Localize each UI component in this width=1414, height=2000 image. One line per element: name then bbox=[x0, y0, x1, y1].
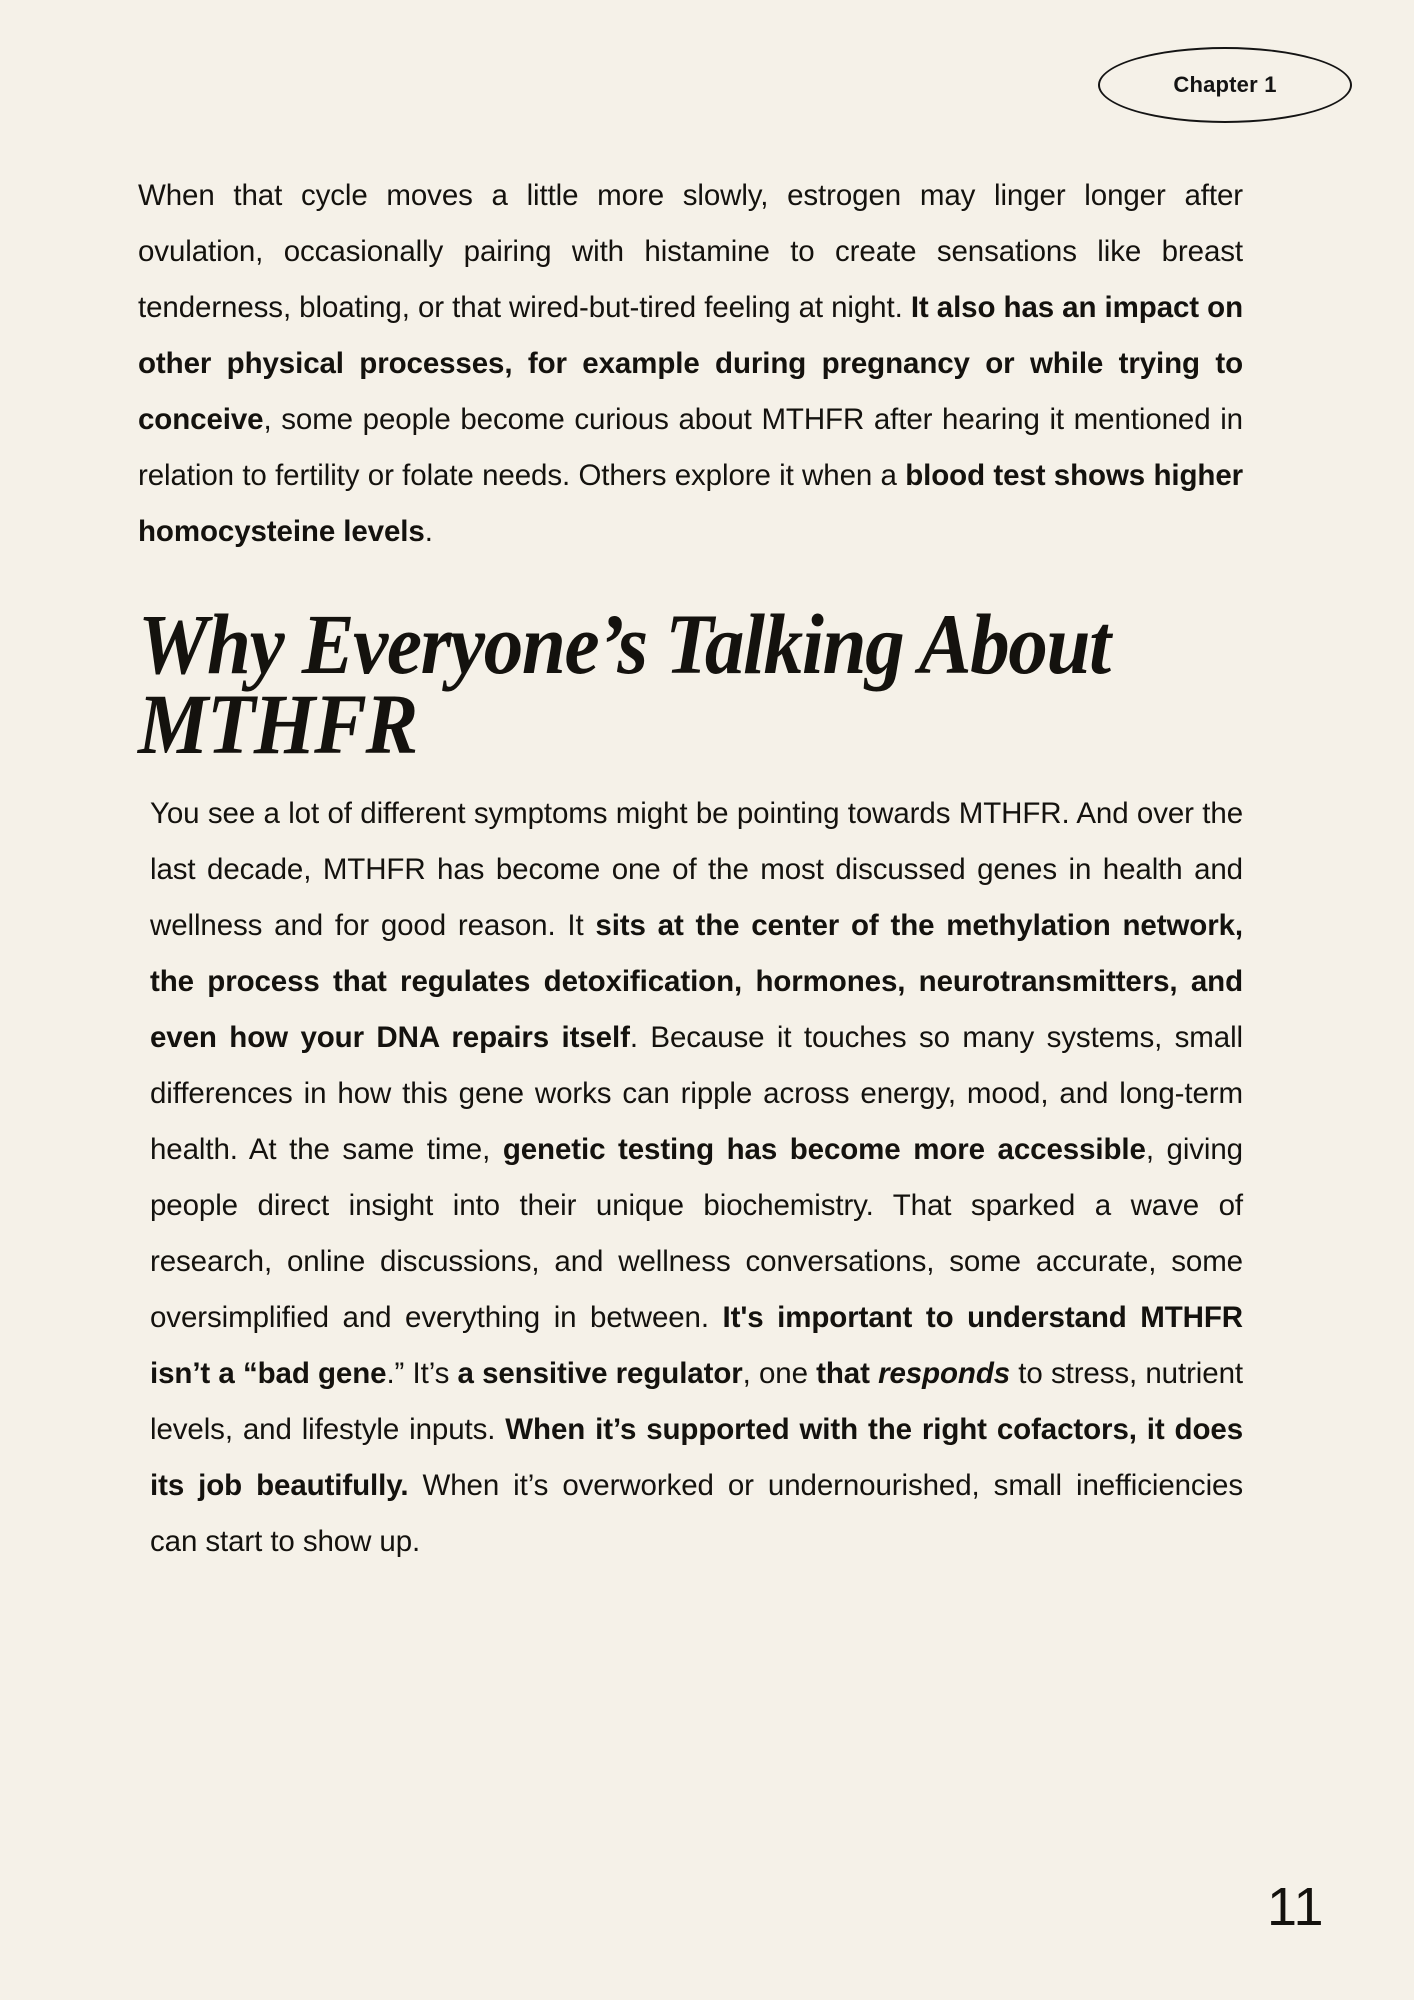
text-run: blood test shows higher homocysteine levels bbox=[138, 459, 1244, 548]
text-run: It's important to understand MTHFR isn’t a “bad gene bbox=[150, 1301, 1243, 1390]
text-run: , one bbox=[742, 1357, 817, 1390]
text-run: sits at the center of the methylation network, the process that regulates detoxification, hormones, neurotransmitters, and even how your DNA repairs itself bbox=[150, 909, 1243, 1054]
text-run: . bbox=[424, 515, 433, 548]
text-run: It also has an impact on other physical processes, for example during pregnancy or while trying to conceive bbox=[138, 291, 1243, 436]
text-run: that bbox=[816, 1357, 879, 1390]
text-run: . Because it touches so many systems, small differences in how this gene works can ripple across energy, mood, and long-term health. At the same time, bbox=[150, 1021, 1243, 1166]
text-run: When it’s supported with the right cofactors, it does its job beautifully. bbox=[150, 1413, 1243, 1502]
chapter-badge-label: Chapter 1 bbox=[1173, 72, 1277, 97]
text-run: .” It’s bbox=[386, 1357, 458, 1390]
section-heading bbox=[138, 596, 1243, 772]
text-run: When it’s overworked or undernourished, small inefficiencies can start to show up. bbox=[150, 1469, 1243, 1558]
page-content bbox=[138, 168, 1243, 1570]
page-number: 11 bbox=[1266, 1877, 1324, 1937]
paragraph-body bbox=[150, 786, 1243, 1570]
text-run: genetic testing has become more accessible bbox=[502, 1133, 1146, 1166]
paragraph-intro bbox=[138, 168, 1243, 560]
chapter-badge bbox=[1098, 47, 1352, 123]
text-run: to stress, nutrient levels, and lifestyle inputs. bbox=[150, 1357, 1243, 1446]
text-run: , giving people direct insight into their unique biochemistry. That sparked a wave of research, online discussions, and wellness conversations, some accurate, some oversimplified and everything in between. bbox=[150, 1133, 1243, 1334]
section-heading-line-2: MTHFR bbox=[138, 676, 417, 772]
text-run: , some people become curious about MTHFR after hearing it mentioned in relation to fertility or folate needs. Others explore it when a bbox=[138, 403, 1243, 492]
text-run: a sensitive regulator bbox=[457, 1357, 743, 1390]
text-run: You see a lot of different symptoms might be pointing towards MTHFR. And over the last decade, MTHFR has become one of the most discussed genes in health and wellness and for good reason. It bbox=[150, 797, 1243, 942]
section-heading-line-1: Why Everyone’s Talking About bbox=[138, 596, 1110, 692]
text-run: When that cycle moves a little more slowly, estrogen may linger longer after ovulation, occasionally pairing with histamine to create sensations like breast tenderness, bloating, or that wired-but-tired feeling at night. bbox=[138, 179, 1243, 324]
text-run: responds bbox=[878, 1357, 1011, 1390]
